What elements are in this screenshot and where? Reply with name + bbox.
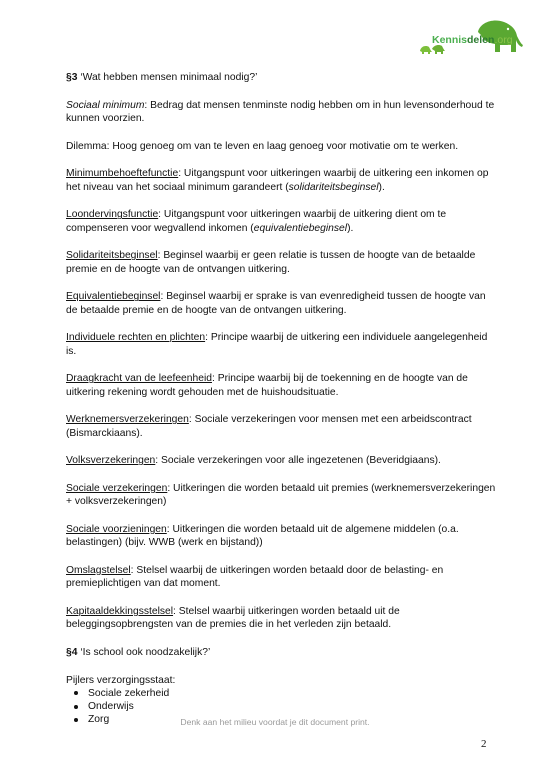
definition-minimumbehoeftefunctie bbox=[66, 167, 496, 194]
term: Omslagstelsel bbox=[66, 564, 131, 576]
term: Individuele rechten en plichten bbox=[66, 332, 206, 344]
definition-werknemersverzekeringen bbox=[66, 413, 496, 440]
definition: : Stelsel waarbij de uitkeringen worden betaald door de belasting- en premieplichtigen van dat moment. bbox=[66, 564, 444, 590]
document-body bbox=[66, 71, 496, 727]
list-item: Zorg bbox=[88, 713, 496, 726]
definition: : Bedrag dat mensen tenminste nodig hebben om in hun levensonderhoud te kunnen voorzien. bbox=[66, 99, 495, 124]
list-item: Sociale zekerheid bbox=[88, 687, 496, 700]
footer-note: Denk aan het milieu voordat je dit document print. bbox=[180, 717, 370, 727]
definition: : Beginsel waarbij er sprake is van evenredigheid tussen de hoogte van de betaalde premie en de hoogte van de ontvangen uitkering. bbox=[66, 291, 486, 316]
definition: : Sociale verzekeringen voor mensen met een arbeidscontract (Bismarckiaans). bbox=[66, 414, 472, 439]
definition: : Uitkeringen die worden betaald uit de algemene middelen (o.a. belastingen) (bijv. WWB (werk en bijstand)) bbox=[66, 523, 459, 549]
term: Sociale verzekeringen bbox=[66, 482, 168, 494]
term: Loondervingsfunctie bbox=[66, 209, 159, 221]
definition-individuele-rechten bbox=[66, 331, 496, 358]
list-item: Onderwijs bbox=[88, 700, 496, 713]
term: Kapitaaldekkingsstelsel bbox=[66, 605, 174, 617]
definition: : Sociale verzekeringen voor alle ingezetenen (Beveridgiaans). bbox=[155, 455, 441, 467]
section-title: ‘Is school ook noodzakelijk?’ bbox=[77, 646, 211, 658]
term: Sociale voorzieningen bbox=[66, 523, 167, 535]
definition-sociale-voorzieningen bbox=[66, 523, 496, 550]
logo-wordmark bbox=[432, 34, 513, 47]
definition-kapitaaldekkingsstelsel bbox=[66, 605, 496, 632]
dilemma-text bbox=[66, 140, 496, 153]
pillars-label: Pijlers verzorgingsstaat: bbox=[66, 674, 176, 686]
logo-part-org: .org bbox=[494, 34, 513, 46]
kennisdelen-logo bbox=[420, 18, 532, 58]
section-4-heading bbox=[66, 646, 496, 659]
definition-omslagstelsel bbox=[66, 564, 496, 591]
page-number: 2 bbox=[481, 738, 487, 750]
logo-part-kennis: Kennis bbox=[432, 34, 468, 46]
term: Solidariteitsbeginsel bbox=[66, 250, 158, 262]
definition-volksverzekeringen bbox=[66, 454, 496, 467]
emphasis: equivalentiebeginsel bbox=[253, 222, 348, 234]
section-3-heading bbox=[66, 71, 496, 84]
term: Draagkracht van de leefeenheid bbox=[66, 373, 212, 385]
definition: : Uitgangspunt voor uitkeringen waarbij de uitkering dient om te compenseren voor wegvallend inkomen ( bbox=[66, 209, 447, 234]
term: Werknemersverzekeringen bbox=[66, 414, 189, 426]
term: Minimumbehoeftefunctie bbox=[66, 168, 179, 180]
definition-sociale-verzekeringen bbox=[66, 482, 496, 509]
definition: : Uitgangspunt voor uitkeringen waarbij de uitkering een inkomen op het niveau van het sociaal minimum garandeert ( bbox=[66, 168, 489, 193]
term: Volksverzekeringen bbox=[66, 455, 156, 467]
definition-loondervingsfunctie bbox=[66, 208, 496, 235]
section-number: §3 bbox=[66, 72, 78, 83]
term: Sociaal minimum bbox=[66, 99, 145, 111]
emphasis: solidariteitsbeginsel bbox=[288, 181, 379, 193]
definition-draagkracht bbox=[66, 372, 496, 399]
definition: : Principe waarbij de uitkering een individuele aangelegenheid is. bbox=[66, 332, 488, 357]
section-number: §4 bbox=[66, 646, 78, 658]
section-title: ‘Wat hebben mensen minimaal nodig?’ bbox=[77, 72, 258, 83]
definition: : Beginsel waarbij er geen relatie is tussen de hoogte van de betaalde premie en de hoogte van de ontvangen uitkering. bbox=[66, 250, 476, 275]
definition: : Uitkeringen die worden betaald uit premies (werknemersverzekeringen + volksverzekeringen) bbox=[66, 482, 496, 508]
definition-equivalentiebeginsel bbox=[66, 290, 496, 317]
definition-solidariteitsbeginsel bbox=[66, 249, 496, 276]
definition-sociaal-minimum bbox=[66, 99, 496, 126]
term: Equivalentiebeginsel bbox=[66, 291, 161, 303]
definition-end: ). bbox=[378, 181, 385, 193]
definition: : Principe waarbij bij de toekenning en de hoogte van de uitkering rekening wordt gehouden met de huishoudsituatie. bbox=[66, 373, 468, 398]
logo-part-delen: delen bbox=[467, 34, 495, 46]
paragraph-text: Dilemma: Hoog genoeg om van te leven en laag genoeg voor motivatie om te werken. bbox=[66, 140, 459, 152]
definition-end: ). bbox=[347, 222, 354, 234]
definition: : Stelsel waarbij uitkeringen worden betaald uit de beleggingsopbrengsten van de premies die in het verleden zijn betaald. bbox=[66, 605, 400, 631]
